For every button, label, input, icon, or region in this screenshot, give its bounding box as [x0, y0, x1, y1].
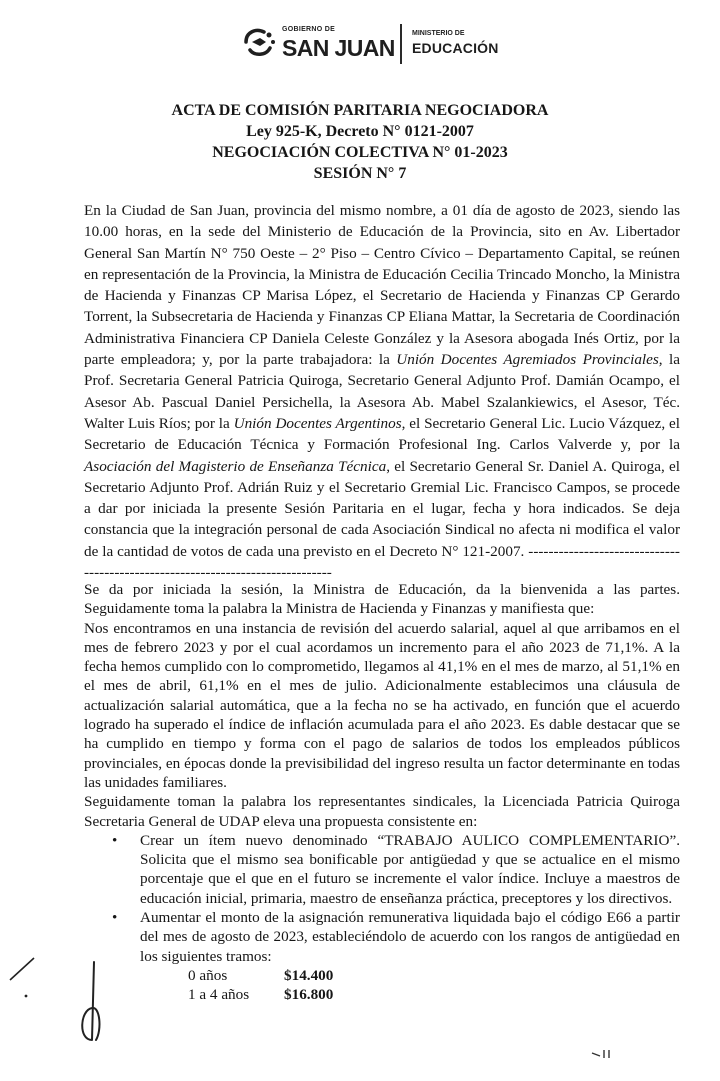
intro-text-1: En la Ciudad de San Juan, provincia del mismo nombre, a 01 día de agosto de 2023, siendo las 10.00 horas, en la sede del Ministerio de Educación de la Provincia, sito en Av. Libertador General San Martín N° 750 Oeste – 2° Piso – Centro Cívico – Departamento Capital, se reúnen en representación de la Provincia, la Ministra de Educación Cecilia Trincado Moncho, la Ministra de Hacienda y Finanzas CP Marisa López, el Secretario de Hacienda y Finanzas CP Gerardo Torrent, la Subsecretaria de Hacienda y Finanzas CP Eliana Mattar, la Secretaria de Coordinación Administrativa Financiera CP Daniela Celeste González y la Asesora abogada Inés Ortiz, por la parte empleadora; y, por la parte trabajadora: la	[84, 202, 680, 369]
letterhead	[240, 22, 510, 66]
proposal-text: Crear un ítem nuevo denominado “TRABAJO AULICO COMPLEMENTARIO”. Solicita que el mismo sea bonificable por antigüedad y que se actualice en el mismo porcentaje que el que en el futuro se incremente el valor índice. Incluye a maestros de educación inicial, primaria, maestro de enseñanza práctica, preceptores y los directivos.	[140, 831, 680, 907]
tier-row	[188, 966, 680, 985]
margin-stroke-signature	[10, 958, 34, 980]
union-intro: Seguidamente toman la palabra los representantes sindicales, la Licenciada Patricia Quiroga Secretaria General de UDAP eleva una propuesta consistente en:	[84, 793, 680, 830]
tier-label: 1 a 4 años	[188, 986, 250, 1004]
government-name: SAN JUAN	[282, 35, 395, 61]
document-title-block	[0, 100, 720, 184]
proposal-item	[84, 908, 680, 966]
intro-text-4: , el Secretario General Sr. Daniel A. Quiroga, el Secretario Adjunto Prof. Adrián Ruiz y el Secretario Gremial Lic. Francisco Campos, se procede a dar por iniciada la presente Sesión Paritaria en el lugar, fecha y hora indicados. Se deja constancia que la integración personal de cada Asociación Sindical no afecta ni modifica el valor de la cantidad de votos de cada una previsto en el Decreto N° 121-2007. -------------------------------------------------------------------------------	[84, 457, 680, 582]
ministry-small-label: MINISTERIO DE	[412, 30, 465, 37]
intro-text-3: , el Secretario General Lic. Lucio Vázquez, el Secretario de Educación Técnica y Formación Profesional Ing. Carlos Valverde y, por la	[84, 414, 680, 454]
proposal-item	[84, 831, 680, 908]
title-line-4: SESIÓN N° 7	[313, 165, 407, 182]
government-small-label: GOBIERNO DE	[282, 26, 336, 33]
title-line-1: ACTA DE COMISIÓN PARITARIA NEGOCIADORA	[171, 102, 549, 119]
session-body	[84, 580, 680, 1005]
ministry-name: EDUCACIÓN	[412, 40, 499, 56]
intro-paragraph	[84, 200, 680, 583]
proposal-text: Aumentar el monto de la asignación remunerativa liquidada bajo el código E66 a partir del mes de agosto de 2023, estableciéndolo de acuerdo con los rangos de antigüedad en los siguientes tramos:	[140, 909, 680, 965]
tier-row	[188, 985, 680, 1004]
tier-label: 0 años	[188, 966, 228, 984]
page-corner-mark	[592, 1050, 609, 1058]
intro-text-2: , la Prof. Secretaria General Patricia Quiroga, Secretario General Adjunto Prof. Damián Ocampo, el Asesor Ab. Pascual Daniel Persichella, la Asesora Ab. Mabel Szalankiewics, el Asesor, Téc. Walter Luis Ríos; por la	[84, 351, 680, 432]
title-line-3: NEGOCIACIÓN COLECTIVA N° 01-2023	[212, 144, 508, 161]
seniority-tiers	[188, 966, 680, 1005]
union-name-amet: Asociación del Magisterio de Enseñanza Técnica	[84, 457, 387, 475]
union-name-uda: Unión Docentes Argentinos	[233, 414, 402, 432]
tier-amount: $16.800	[284, 986, 334, 1004]
title-line-2: Ley 925-K, Decreto N° 0121-2007	[246, 123, 474, 140]
minister-statement: Nos encontramos en una instancia de revisión del acuerdo salarial, aquel al que arribamos en el mes de febrero 2023 y por el cual acordamos un incremento para el año 2023 de 71,1%. A la fecha hemos cumplido con lo comprometido, llegamos al 41,1% en el mes de marzo, al 51,1% en el mes de abril, 61,1% en el mes de julio. Adicionalmente establecimos una cláusula de actualización salarial automática, que a la fecha no se ha activado, en función que el acuerdo logrado ha superado el índice de inflación acumulada para el año 2023. Es dable destacar que se ha cumplido en tiempo y forma con el pago de salarios de todos los empleados públicos provinciales, en épocas donde la previsibilidad del ingreso resulta un factor determinante en todas las unidades familiares.	[84, 619, 680, 791]
session-opening: Se da por iniciada la sesión, la Ministra de Educación, da la bienvenida a las partes. Seguidamente toma la palabra la Ministra de Hacienda y Finanzas y manifiesta que:	[84, 581, 680, 618]
tier-amount: $14.400	[284, 966, 334, 984]
bullet-icon: •	[112, 831, 118, 849]
san-juan-logo-icon	[240, 24, 278, 62]
proposal-list	[84, 831, 680, 966]
bullet-icon: •	[112, 909, 118, 927]
margin-dot	[25, 995, 28, 998]
header-divider	[400, 24, 402, 64]
union-name-udap: Unión Docentes Agremiados Provinciales	[396, 351, 659, 369]
